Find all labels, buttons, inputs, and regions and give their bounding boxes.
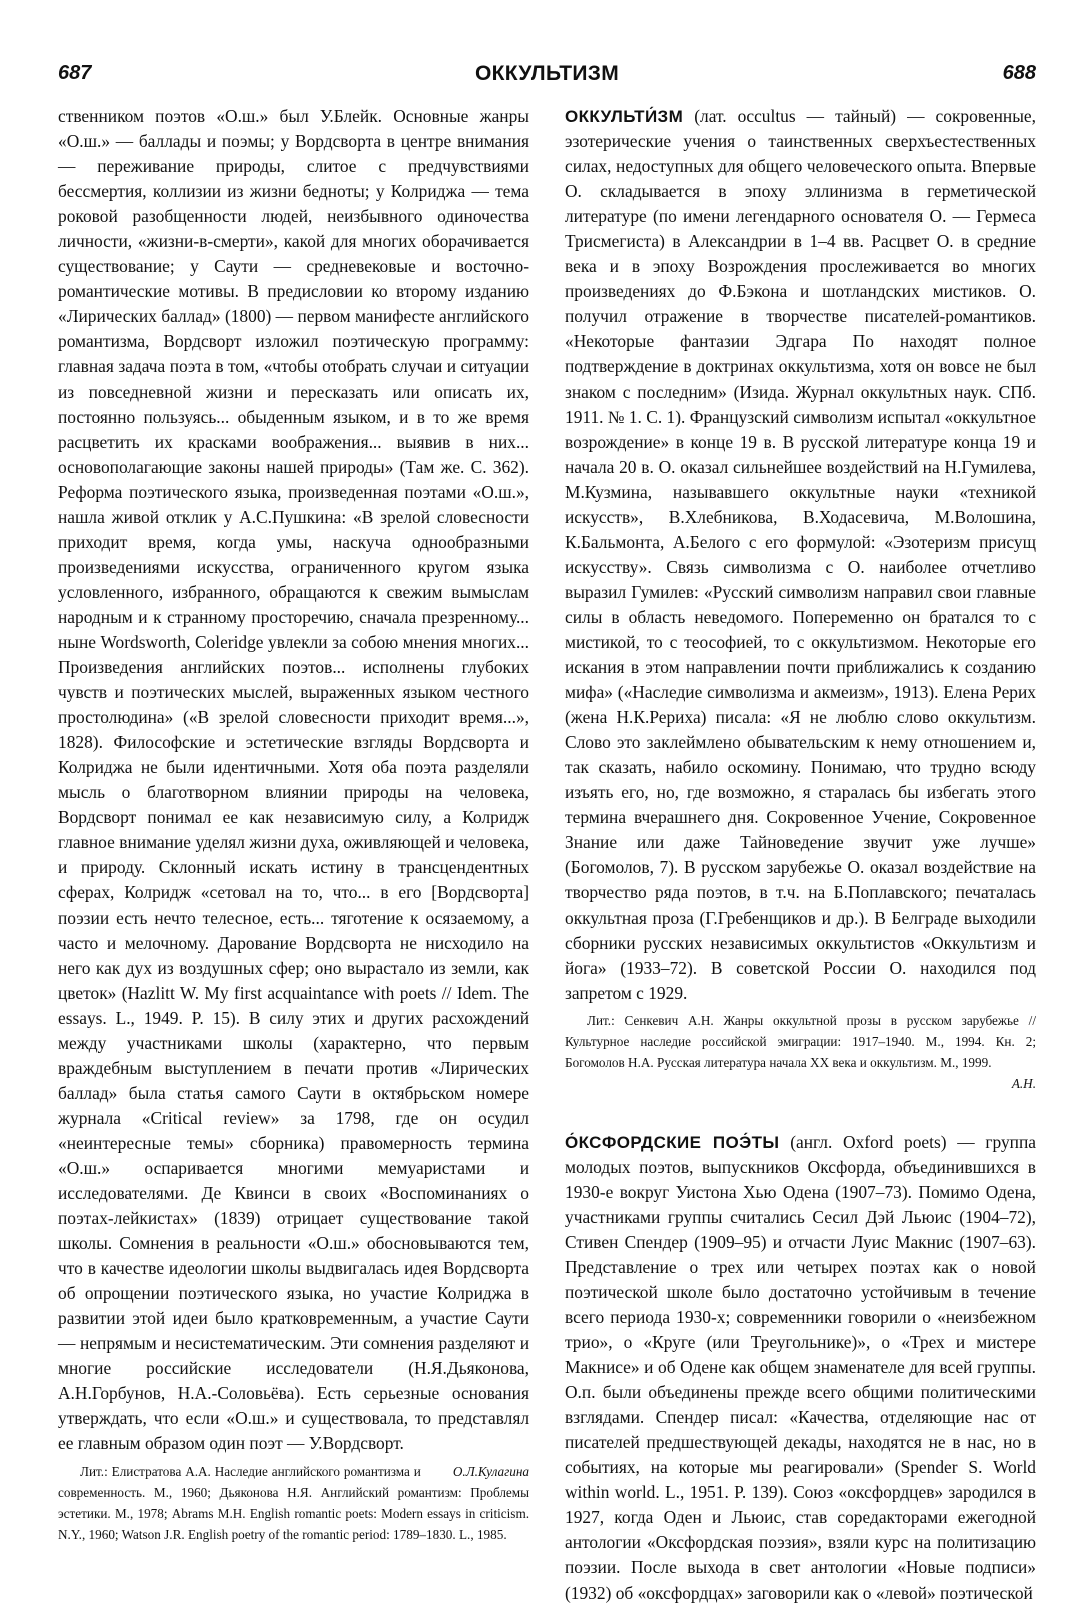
author-signature: О.Л.Кулагина: [452, 1463, 529, 1479]
oxford-poets-body: (англ. Oxford poets) — группа молодых поэтов, выпускников Оксфорда, объединившихся в 1930-е вокруг Уистона Хью Одена (1907–73). Помимо Одена, участниками группы считались Сесил Дэй Льюис (1904–72), Стивен Спендер (1909–95) и отчасти Луис Макнис (1907–63). Представление о трех или четырех поэтах как о новой поэтической школе было достаточно устойчивым в течение всего периода 1930-х; современники говорили о «неизбежном трио», о «Круге (или Треугольнике)», о «Трех и мистере Макнисе» и об Одене как общем знаменателе для всей группы. О.п. были объединены прежде всего общими политическими взглядами. Спендер писал: «Качества, отделяющие нас от писателей предшествующей декады, находятся не в нас, но в событиях, на которые мы реагировали» (Spender S. World within world. L., 1951. P. 139). Союз «оксфордцев» зародился в 1927, когда Оден и Льюис, став соредакторами ежегодной антологии «Оксфордская поэзия», взяли курс на политизацию поэзии. После выхода в свет антологии «Новые подписи» (1932) об «оксфордцах» заговорили как о «левой» поэтической: [565, 1131, 1036, 1603]
right-column: [565, 104, 1036, 1606]
literature-text: Лит.: Елистратова А.А. Наследие английского романтизма и современность. М., 1960; Дьяконова Н.Я. Английский романтизм: Проблемы эстетики. М., 1978; Abrams M.H. English romantic poets: Modern essays in criticism. N.Y., 1960; Watson J.R. English poetry of the romantic period: 1789–1830. L., 1985.: [58, 1463, 529, 1542]
oshkola-literature: [58, 1461, 529, 1545]
oshkola-article-body: ственником поэтов «О.ш.» был У.Блейк. Основные жанры «О.ш.» — баллады и поэмы; у Вордсворта в центре внимания — переживание природы, слитое с предчувствиями бессмертия, коллизии из жизни бедноты; у Колриджа — тема роковой разобщенности людей, неизбывного одиночества личности, «жизни-в-смерти», какой для многих оборачивается существование; у Саути — средневековые и восточно-романтические мотивы. В предисловии ко второму изданию «Лирических баллад» (1800) — первом манифесте английского романтизма, Вордсворт изложил поэтическую программу: главная задача поэта в том, «чтобы отобрать случаи и ситуации из повседневной жизни и пересказать или описать их, постоянно пользуясь... обыденным языком, и в то же время расцветить их красками воображения... выявив в них... основополагающие законы нашей природы» (Там же. С. 362). Реформа поэтического языка, произведенная поэтами «О.ш.», нашла живой отклик у А.С.Пушкина: «В зрелой словесности приходит время, когда умы, наскуча однообразными произведениями искусства, ограниченного кругом языка условленного, избранного, обращаются к свежим вымыслам народным и к странному просторечию, сначала презренному... ныне Wordsworth, Coleridge увлекли за собою мнения многих... Произведения английских поэтов... исполнены глубоких чувств и поэтических мыслей, выраженных языком честного простолюдина» («В зрелой словесности приходит время...», 1828). Философские и эстетические взгляды Вордсворта и Колриджа не были идентичными. Хотя оба поэта разделяли мысль о благотворном влиянии природы на человека, Вордсворт понимал ее как независимую силу, а Колридж главное внимание уделял жизни духа, оживляющей и человека, и природу. Склонный искать истину в трансцендентных сферах, Колридж «сетовал на то, что... в его [Вордсворта] поэзии есть нечто телесное, есть... тяготение к осязаемому, а часто и мелочному. Дарование Вордсворта не нисходило на него как дух из воздушных сфер; оно вырастало из земли, как цветок» (Hazlitt W. My first acquaintance with poets // Idem. The essays. L., 1949. P. 15). В силу этих и других расхождений между участниками школы (характерно, что первым враждебным выступлением в печати против «Лирических баллад» была статья самого Саути в октябрьском номере журнала «Critical review» за 1798, где он осудил «неинтересные темы» сборника) правомерность термина «О.ш.» оспаривается многими мемуаристами и исследователями. Де Квинси в своих «Воспоминаниях о поэтах-лейкистах» (1839) отрицает существование такой школы. Сомнения в реальности «О.ш.» обосновываются тем, что в качестве идеологии школы выдвигалась идея Вордсворта об опрощении поэтического языка, но участие Колриджа в развитии этой идеи было кратковременным, а участие Саути — непрямым и несистематическим. Эти сомнения разделяют и многие российские исследователи (Н.Я.Дьяконова, А.Н.Горбунов, Н.А.-Соловьёва). Есть серьезные основания утверждать, что если «О.ш.» и существовала, то представлял ее главным образом один поэт — У.Вордсворт.: [58, 106, 529, 1454]
running-head: [58, 62, 1036, 92]
page-number-left: 687: [58, 62, 92, 84]
occultism-literature: [565, 1010, 1036, 1091]
entry-separator: [565, 1094, 1036, 1130]
entry-occultism: [565, 104, 1036, 1094]
occultism-body: (лат. occultus — тайный) — сокровенные, эзотерические учения о таинственных сверхъестественных силах, недоступных для общего человеческого опыта. Впервые О. складывается в эпоху эллинизма в герметической литературе (по имени легендарного основателя О. — Гермеса Трисмегиста) в Александрии в 1–4 вв. Расцвет О. в средние века и в эпоху Возрождения прослеживается во многих произведениях до Ф.Бэкона и шотландских мистиков. О. получил отражение в творчестве писателей-романтиков. «Некоторые фантазии Эдгара По находят полное подтверждение в доктринах оккультизма, хотя он вовсе не был знаком с последним» (Изида. Журнал оккультных наук. СПб. 1911. № 1. С. 1). Французский символизм испытал «оккультное возрождение» в конце 19 в. В русской литературе конца 19 и начала 20 в. О. оказал сильнейшее воздействий на Н.Гумилева, М.Кузмина, называвшего оккультные науки «техникой искусств», В.Хлебникова, В.Ходасевича, М.Волошина, К.Бальмонта, А.Белого с его формулой: «Эзотеризм присущ искусству». Связь символизма с О. наиболее отчетливо выразил Гумилев: «Русский символизм направил свои главные силы в область неведомого. Попеременно он братался то с мистикой, то с теософией, то с оккультизмом. Некоторые его искания в этом направлении почти приближались к созданию мифа» («Наследие символизма и акмеизм», 1913). Елена Рерих (жена Н.К.Рериха) писала: «Я не люблю слово оккультизм. Слово это заклеймлено обывательским к нему отношением и, так сказать, набило оскомину. Понимаю, что трудно всюду изъять его, но, где возможно, я старалась бы избегать этого термина вчерашнего дня. Сокровенное Учение, Сокровенное Знание или даже Тайноведение звучит уже лучше» (Богомолов, 7). В русском зарубежье О. оказал воздействие на творчество ряда поэтов, в т.ч. на Б.Поплавского; печаталась оккультная проза (Г.Гребенщиков и др.). В Белграде выходили сборники русских независимых оккультистов «Оккультизм и йога» (1933–72). В советской России О. находился под запретом с 1929.: [565, 106, 1036, 1003]
running-title: ОККУЛЬТИЗМ: [474, 62, 620, 85]
author-signature: А.Н.: [1011, 1075, 1036, 1091]
literature-text: Лит.: Сенкевич А.Н. Жанры оккультной прозы в русском зарубежье // Культурное наследие российской эмиграции: 1917–1940. М., 1994. Кн. 2; Богомолов Н.А. Русская литература начала XX века и оккультизм. М., 1999.: [565, 1012, 1036, 1070]
headword-oxford-poets: О́КСФОРДСКИЕ ПОЭ́ТЫ: [565, 1132, 780, 1152]
page-number-right: 688: [1002, 62, 1036, 84]
headword-occultism: ОККУЛЬТИ́ЗМ: [565, 107, 684, 126]
entry-oxford-poets: [565, 1130, 1036, 1606]
left-column: [58, 104, 529, 1545]
dictionary-page: [58, 0, 1036, 1603]
